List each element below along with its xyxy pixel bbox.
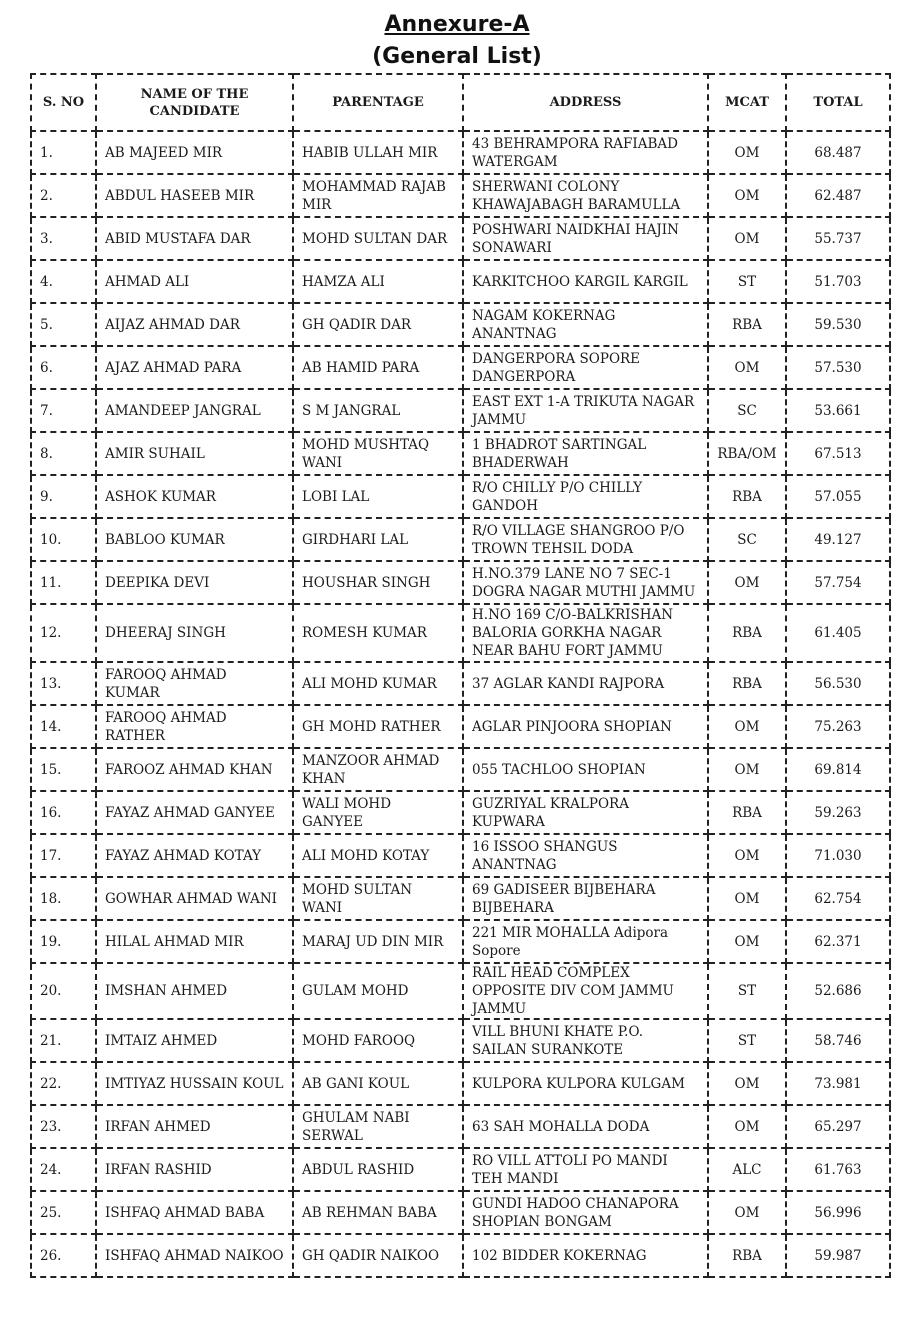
cell-sno: 8. [31,432,96,475]
table-row [31,1191,890,1234]
cell-total: 51.703 [786,260,890,303]
cell-total: 61.763 [786,1148,890,1191]
cell-name: IMSHAN AHMED [96,963,293,1019]
cell-mcat: RBA [708,475,786,518]
table-row [31,1105,890,1148]
cell-address: KARKITCHOO KARGIL KARGIL [463,260,708,303]
cell-mcat: ST [708,260,786,303]
cell-total: 55.737 [786,217,890,260]
cell-mcat: OM [708,174,786,217]
table-row [31,662,890,705]
cell-total: 68.487 [786,131,890,174]
cell-sno: 13. [31,662,96,705]
cell-name: ASHOK KUMAR [96,475,293,518]
cell-mcat: RBA/OM [708,432,786,475]
cell-total: 56.530 [786,662,890,705]
cell-address: H.NO.379 LANE NO 7 SEC-1 DOGRA NAGAR MUTHI JAMMU [463,561,708,604]
cell-address: EAST EXT 1-A TRIKUTA NAGAR JAMMU [463,389,708,432]
cell-parentage: AB REHMAN BABA [293,1191,463,1234]
cell-address: 69 GADISEER BIJBEHARA BIJBEHARA [463,877,708,920]
table-row [31,1234,890,1277]
cell-total: 71.030 [786,834,890,877]
header-total: TOTAL [786,74,890,131]
cell-parentage: HABIB ULLAH MIR [293,131,463,174]
cell-sno: 15. [31,748,96,791]
cell-total: 62.371 [786,920,890,963]
table-row [31,518,890,561]
cell-name: ABDUL HASEEB MIR [96,174,293,217]
table-row [31,260,890,303]
table-row [31,920,890,963]
cell-address: AGLAR PINJOORA SHOPIAN [463,705,708,748]
cell-total: 61.405 [786,604,890,662]
cell-name: IRFAN RASHID [96,1148,293,1191]
cell-name: IMTIYAZ HUSSAIN KOUL [96,1062,293,1105]
cell-parentage: WALI MOHD GANYEE [293,791,463,834]
cell-parentage: MOHD MUSHTAQ WANI [293,432,463,475]
cell-total: 62.487 [786,174,890,217]
cell-sno: 17. [31,834,96,877]
cell-mcat: OM [708,217,786,260]
cell-name: FAYAZ AHMAD KOTAY [96,834,293,877]
cell-total: 59.263 [786,791,890,834]
cell-name: GOWHAR AHMAD WANI [96,877,293,920]
cell-mcat: ST [708,963,786,1019]
cell-address: GUZRIYAL KRALPORA KUPWARA [463,791,708,834]
cell-mcat: RBA [708,662,786,705]
table-row [31,131,890,174]
cell-total: 52.686 [786,963,890,1019]
cell-sno: 2. [31,174,96,217]
cell-mcat: OM [708,561,786,604]
table-row [31,346,890,389]
cell-address: RO VILL ATTOLI PO MANDI TEH MANDI [463,1148,708,1191]
table-row [31,561,890,604]
table-row [31,1062,890,1105]
cell-name: FAYAZ AHMAD GANYEE [96,791,293,834]
table-row [31,174,890,217]
cell-name: ABID MUSTAFA DAR [96,217,293,260]
cell-mcat: SC [708,518,786,561]
cell-total: 57.530 [786,346,890,389]
cell-sno: 20. [31,963,96,1019]
cell-sno: 3. [31,217,96,260]
cell-mcat: OM [708,131,786,174]
cell-address: 055 TACHLOO SHOPIAN [463,748,708,791]
cell-mcat: OM [708,834,786,877]
cell-address: 221 MIR MOHALLA Adipora Sopore [463,920,708,963]
cell-name: IMTAIZ AHMED [96,1019,293,1062]
table-row [31,389,890,432]
cell-mcat: OM [708,877,786,920]
header-row [31,74,890,131]
table-row [31,748,890,791]
cell-parentage: ALI MOHD KUMAR [293,662,463,705]
cell-mcat: SC [708,389,786,432]
table-row [31,705,890,748]
cell-total: 75.263 [786,705,890,748]
cell-name: AMANDEEP JANGRAL [96,389,293,432]
cell-mcat: OM [708,346,786,389]
cell-address: R/O CHILLY P/O CHILLY GANDOH [463,475,708,518]
cell-name: DHEERAJ SINGH [96,604,293,662]
cell-parentage: MARAJ UD DIN MIR [293,920,463,963]
cell-parentage: HOUSHAR SINGH [293,561,463,604]
table-row [31,963,890,1019]
cell-name: AB MAJEED MIR [96,131,293,174]
cell-mcat: RBA [708,791,786,834]
cell-sno: 21. [31,1019,96,1062]
cell-address: 16 ISSOO SHANGUS ANANTNAG [463,834,708,877]
cell-parentage: MOHD SULTAN DAR [293,217,463,260]
cell-sno: 16. [31,791,96,834]
cell-name: BABLOO KUMAR [96,518,293,561]
cell-parentage: MOHD SULTAN WANI [293,877,463,920]
cell-parentage: S M JANGRAL [293,389,463,432]
cell-sno: 6. [31,346,96,389]
cell-parentage: GH QADIR NAIKOO [293,1234,463,1277]
cell-sno: 26. [31,1234,96,1277]
header-name: NAME OF THE CANDIDATE [96,74,293,131]
table-row [31,834,890,877]
cell-name: IRFAN AHMED [96,1105,293,1148]
cell-mcat: OM [708,748,786,791]
cell-address: H.NO 169 C/O-BALKRISHAN BALORIA GORKHA NAGAR NEAR BAHU FORT JAMMU [463,604,708,662]
cell-total: 73.981 [786,1062,890,1105]
cell-parentage: GHULAM NABI SERWAL [293,1105,463,1148]
cell-name: HILAL AHMAD MIR [96,920,293,963]
cell-address: 43 BEHRAMPORA RAFIABAD WATERGAM [463,131,708,174]
cell-total: 56.996 [786,1191,890,1234]
cell-parentage: MOHD FAROOQ [293,1019,463,1062]
cell-sno: 23. [31,1105,96,1148]
cell-name: AHMAD ALI [96,260,293,303]
cell-name: DEEPIKA DEVI [96,561,293,604]
cell-sno: 18. [31,877,96,920]
cell-sno: 11. [31,561,96,604]
cell-mcat: OM [708,1191,786,1234]
cell-mcat: OM [708,1105,786,1148]
cell-sno: 7. [31,389,96,432]
cell-parentage: AB GANI KOUL [293,1062,463,1105]
document-subtitle: (General List) [372,44,542,69]
cell-parentage: MOHAMMAD RAJAB MIR [293,174,463,217]
cell-sno: 4. [31,260,96,303]
cell-sno: 22. [31,1062,96,1105]
cell-total: 49.127 [786,518,890,561]
cell-name: FAROOZ AHMAD KHAN [96,748,293,791]
cell-name: FAROOQ AHMAD KUMAR [96,662,293,705]
cell-address: 37 AGLAR KANDI RAJPORA [463,662,708,705]
cell-sno: 25. [31,1191,96,1234]
cell-address: VILL BHUNI KHATE P.O. SAILAN SURANKOTE [463,1019,708,1062]
cell-address: 102 BIDDER KOKERNAG [463,1234,708,1277]
header-sno: S. NO [31,74,96,131]
cell-total: 59.987 [786,1234,890,1277]
table-row [31,475,890,518]
table-row [31,432,890,475]
cell-mcat: OM [708,705,786,748]
cell-sno: 1. [31,131,96,174]
cell-parentage: GULAM MOHD [293,963,463,1019]
cell-name: ISHFAQ AHMAD BABA [96,1191,293,1234]
cell-mcat: ALC [708,1148,786,1191]
cell-address: GUNDI HADOO CHANAPORA SHOPIAN BONGAM [463,1191,708,1234]
cell-mcat: OM [708,920,786,963]
document-title-text: Annexure-A [384,12,530,37]
cell-name: FAROOQ AHMAD RATHER [96,705,293,748]
cell-total: 65.297 [786,1105,890,1148]
cell-address: RAIL HEAD COMPLEX OPPOSITE DIV COM JAMMU JAMMU [463,963,708,1019]
cell-parentage: LOBI LAL [293,475,463,518]
table-body [31,131,890,1277]
cell-name: ISHFAQ AHMAD NAIKOO [96,1234,293,1277]
cell-parentage: GH MOHD RATHER [293,705,463,748]
cell-address: DANGERPORA SOPORE DANGERPORA [463,346,708,389]
cell-parentage: GIRDHARI LAL [293,518,463,561]
cell-address: SHERWANI COLONY KHAWAJABAGH BARAMULLA [463,174,708,217]
cell-total: 69.814 [786,748,890,791]
document-title [0,12,914,37]
table-row [31,791,890,834]
cell-sno: 19. [31,920,96,963]
cell-parentage: ALI MOHD KOTAY [293,834,463,877]
cell-address: 63 SAH MOHALLA DODA [463,1105,708,1148]
header-address: ADDRESS [463,74,708,131]
cell-parentage: MANZOOR AHMAD KHAN [293,748,463,791]
cell-address: KULPORA KULPORA KULGAM [463,1062,708,1105]
cell-sno: 10. [31,518,96,561]
cell-total: 67.513 [786,432,890,475]
table-row [31,877,890,920]
table-row [31,1148,890,1191]
cell-sno: 5. [31,303,96,346]
cell-name: AJAZ AHMAD PARA [96,346,293,389]
table-row [31,1019,890,1062]
table-row [31,303,890,346]
cell-mcat: RBA [708,604,786,662]
cell-sno: 14. [31,705,96,748]
cell-sno: 24. [31,1148,96,1191]
cell-total: 59.530 [786,303,890,346]
cell-sno: 12. [31,604,96,662]
table-row [31,604,890,662]
cell-name: AMIR SUHAIL [96,432,293,475]
cell-address: 1 BHADROT SARTINGAL BHADERWAH [463,432,708,475]
cell-parentage: GH QADIR DAR [293,303,463,346]
cell-total: 62.754 [786,877,890,920]
cell-mcat: RBA [708,1234,786,1277]
cell-name: AIJAZ AHMAD DAR [96,303,293,346]
cell-address: NAGAM KOKERNAG ANANTNAG [463,303,708,346]
cell-address: POSHWARI NAIDKHAI HAJIN SONAWARI [463,217,708,260]
cell-mcat: OM [708,1062,786,1105]
cell-total: 58.746 [786,1019,890,1062]
cell-parentage: ABDUL RASHID [293,1148,463,1191]
cell-mcat: ST [708,1019,786,1062]
cell-total: 53.661 [786,389,890,432]
cell-parentage: AB HAMID PARA [293,346,463,389]
header-mcat: MCAT [708,74,786,131]
cell-mcat: RBA [708,303,786,346]
cell-address: R/O VILLAGE SHANGROO P/O TROWN TEHSIL DODA [463,518,708,561]
cell-parentage: ROMESH KUMAR [293,604,463,662]
cell-parentage: HAMZA ALI [293,260,463,303]
table-row [31,217,890,260]
candidate-table [30,73,891,1278]
cell-total: 57.754 [786,561,890,604]
cell-sno: 9. [31,475,96,518]
cell-total: 57.055 [786,475,890,518]
header-parentage: PARENTAGE [293,74,463,131]
